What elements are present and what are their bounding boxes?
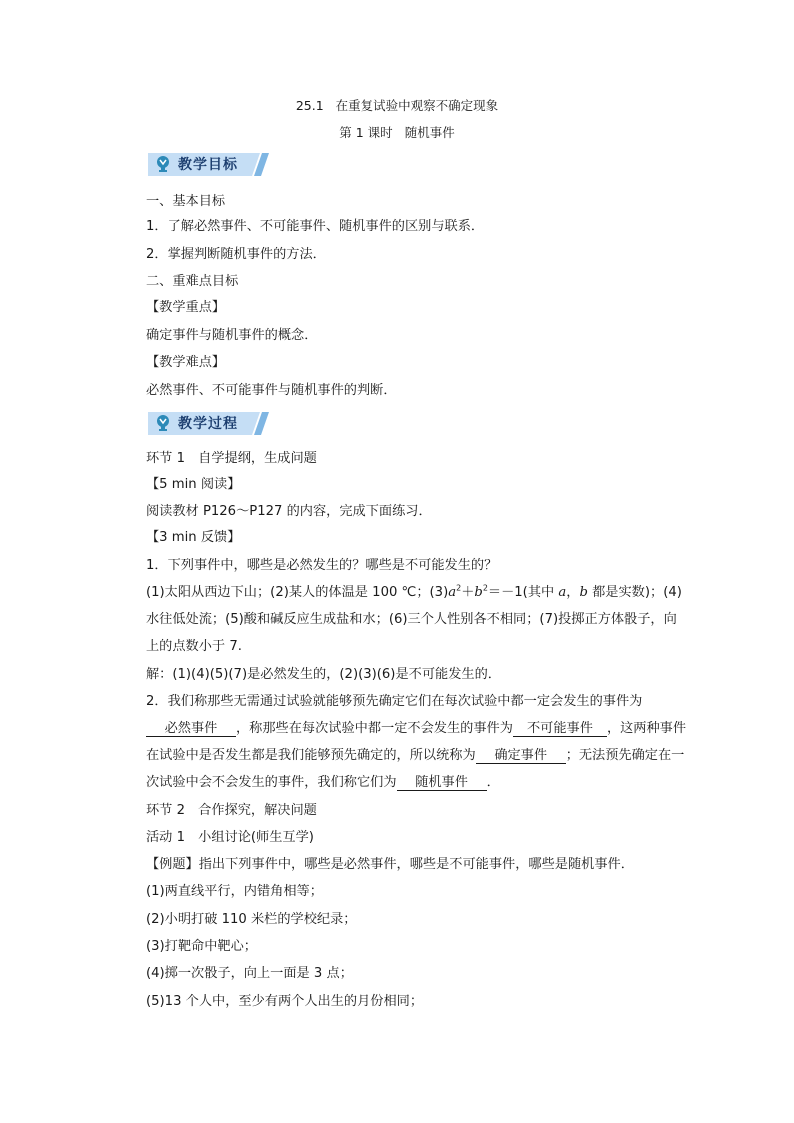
q2-text-end: ，这两种事件 bbox=[606, 721, 687, 736]
basic-goal-1: 1．了解必然事件、不可能事件、随机事件的区别与联系． bbox=[146, 219, 485, 234]
var-b: b bbox=[579, 585, 588, 600]
question-2-line-1: 2．我们称那些无需通过试验就能够预先确定它们在每次试验中都一定会发生的事件为 bbox=[146, 694, 643, 709]
q2-text-mid: ，称那些在每次试验中都一定不会发生的事件为 bbox=[236, 721, 513, 736]
blank-certain-event: 必然事件 bbox=[146, 721, 236, 737]
banner-title: 教学过程 bbox=[178, 416, 238, 432]
question-1-line-3: 上的点数小于 7. bbox=[146, 639, 242, 654]
subtitle-text: 随机事件 bbox=[404, 125, 455, 140]
var-b: b bbox=[474, 585, 483, 600]
key-goals-heading: 二、重难点目标 bbox=[146, 274, 239, 289]
subtitle-number: 第 1 课时 bbox=[339, 125, 393, 140]
q1-text-k: 都是实数)；(4) bbox=[587, 585, 682, 600]
feedback-label: 【3 min 反馈】 bbox=[146, 530, 241, 545]
question-1-line-2: 水往低处流；(5)酸和碱反应生成盐和水；(6)三个人性别各不相同；(7)投掷正方体骰子，向 bbox=[146, 612, 677, 627]
q2-text-b: ；无法预先确定在一 bbox=[565, 748, 685, 763]
stage-2-heading: 环节 2 合作探究，解决问题 bbox=[146, 803, 317, 818]
read-label: 【5 min 阅读】 bbox=[146, 477, 241, 492]
difficulty-text: 必然事件、不可能事件与随机事件的判断． bbox=[146, 383, 397, 398]
var-a: a bbox=[448, 585, 457, 600]
question-2-line-4 bbox=[146, 774, 680, 792]
q2-text-a: 次试验中会不会发生的事件，我们称它们为 bbox=[146, 775, 397, 790]
example-item-5: (5)13 个人中，至少有两个人出生的月份相同； bbox=[146, 994, 424, 1009]
banner-title: 教学目标 bbox=[178, 157, 238, 173]
exp-2: 2 bbox=[482, 583, 488, 593]
q2-text-a: 在试验中是否发生都是我们能够预先确定的，所以统称为 bbox=[146, 748, 476, 763]
example-item-1: (1)两直线平行，内错角相等； bbox=[146, 884, 323, 899]
q1-text-a: (1)太阳从西边下山；(2)某人的体温是 100 ℃；(3) bbox=[146, 585, 449, 600]
stage-1-heading bbox=[146, 450, 680, 468]
blank-random-event: 随机事件 bbox=[397, 775, 487, 791]
example-item-4: (4)掷一次骰子，向上一面是 3 点； bbox=[146, 966, 353, 981]
activity-1-heading: 活动 1 小组讨论(师生互学) bbox=[146, 830, 314, 845]
lesson-title bbox=[0, 96, 794, 114]
exp-2: 2 bbox=[456, 583, 462, 593]
plus: ＋ bbox=[461, 585, 475, 600]
question-1: 1．下列事件中，哪些是必然发生的？哪些是不可能发生的？ bbox=[146, 558, 498, 573]
basic-goals-heading: 一、基本目标 bbox=[146, 194, 226, 209]
blank-definite-event: 确定事件 bbox=[476, 748, 566, 764]
trophy-icon bbox=[155, 414, 171, 431]
example-line bbox=[146, 856, 680, 874]
section-banner-process bbox=[148, 409, 272, 437]
title-number: 25.1 bbox=[295, 98, 324, 113]
question-2-line-2 bbox=[146, 720, 687, 738]
trophy-icon bbox=[155, 155, 171, 172]
difficulty-label: 【教学难点】 bbox=[146, 355, 226, 370]
title-text: 在重复试验中观察不确定现象 bbox=[335, 98, 499, 113]
answer-1: 解：(1)(4)(5)(7)是必然发生的，(2)(3)(6)是不可能发生的． bbox=[146, 667, 501, 682]
lesson-subtitle bbox=[0, 123, 794, 141]
focus-text: 确定事件与随机事件的概念． bbox=[146, 328, 318, 343]
var-a: a bbox=[558, 585, 567, 600]
stage-1-text: 环节 1 自学提纲，生成问题 bbox=[146, 451, 317, 466]
example-label: 【例题】 bbox=[146, 857, 199, 872]
read-text: 阅读教材 P126～P127 的内容，完成下面练习． bbox=[146, 504, 432, 519]
question-1-line-1 bbox=[146, 584, 680, 602]
example-item-3: (3)打靶命中靶心； bbox=[146, 939, 257, 954]
question-2-line-3 bbox=[146, 747, 685, 765]
example-text: 指出下列事件中，哪些是必然事件，哪些是不可能事件，哪些是随机事件． bbox=[198, 857, 634, 872]
focus-label: 【教学重点】 bbox=[146, 300, 226, 315]
q1-text-g: ＝－1(其中 bbox=[487, 585, 559, 600]
basic-goal-2: 2．掌握判断随机事件的方法． bbox=[146, 247, 326, 262]
example-item-2: (2)小明打破 110 米栏的学校纪录； bbox=[146, 912, 357, 927]
section-banner-goals bbox=[148, 150, 272, 178]
q2-text-b: ． bbox=[486, 775, 500, 790]
comma: ， bbox=[566, 585, 580, 600]
blank-impossible-event: 不可能事件 bbox=[513, 721, 607, 737]
